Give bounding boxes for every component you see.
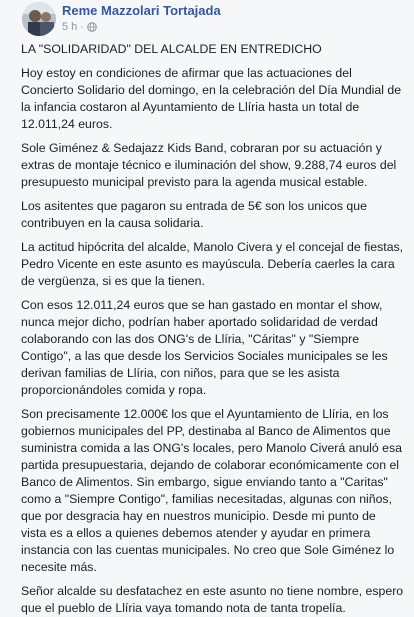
post-paragraph: Hoy estoy en condiciones de afirmar que las actuaciones del Concierto Solidario del domingo, en la celebración del Día Mundial de la infancia costaron al Ayuntamiento de Llíria hasta un total de 12.011,24 euros. bbox=[21, 66, 402, 131]
post-paragraph: Con esos 12.011,24 euros que se han gastado en montar el show, nunca mejor dicho, podrían haber aportado solidaridad de verdad colaborando con las dos ONG's de Llíria, "Cáritas" y "Siempre Contigo", a las que desde los Servicios Sociales municipales se les derivan familias de Llíria, con niños, para que se les asista proporcionándoles comida y ropa. bbox=[21, 298, 388, 397]
globe-icon[interactable] bbox=[87, 22, 97, 32]
avatar[interactable] bbox=[22, 2, 56, 36]
post-paragraph: Los asitentes que pagaron su entrada de 5€ son los unicos que contribuyen en la causa solidaria. bbox=[21, 199, 367, 230]
post-paragraph: Son precisamente 12.000€ los que el Ayuntamiento de Llíria, en los gobiernos municipales del PP, destinaba al Banco de Alimentos que suministra comida a las ONG's locales, pero Manolo Civerá anuló esa partida presupuestaria, dejando de colaborar económicamente con el Banco de Alimentos. Sin embargo, sigue enviando tanto a "Caritas" como a "Siempre Contigo", familias necesitadas, algunas con niños, que por desgracia hay en nuestros municipio. Desde mi punto de vista es a ellos a quienes debemos atender y ayudar en primera instancia con las cuentas municipales. No creo que Sole Giménez lo necesite más. bbox=[21, 407, 402, 574]
post-title: LA "SOLIDARIDAD" DEL ALCALDE EN ENTREDICHO bbox=[21, 42, 322, 56]
post-author[interactable]: Reme Mazzolari Tortajada bbox=[62, 3, 221, 18]
avatar-image bbox=[22, 2, 56, 36]
post-body bbox=[12, 41, 406, 617]
post-time[interactable]: 5 h bbox=[62, 21, 78, 33]
post-paragraph: Sole Giménez & Sedajazz Kids Band, cobraran por su actuación y extras de montaje técnico e iluminación del show, 9.288,74 euros del presupuesto municipal previsto para la agenda musical estable. bbox=[21, 141, 397, 189]
post-meta: 5 h · bbox=[62, 21, 97, 33]
post-paragraph: Señor alcalde su desfatachez en este asunto no tiene nombre, espero que el pueblo de Llíria vaya tomando nota de tanta tropelía. bbox=[21, 584, 404, 615]
post-header bbox=[12, 0, 406, 40]
post-paragraph: La actitud hipócrita del alcalde, Manolo Civera y el concejal de fiestas, Pedro Vicente en este asunto es mayúscula. Debería caerles la cara de vergüenza, si es que la tienen. bbox=[21, 240, 404, 288]
